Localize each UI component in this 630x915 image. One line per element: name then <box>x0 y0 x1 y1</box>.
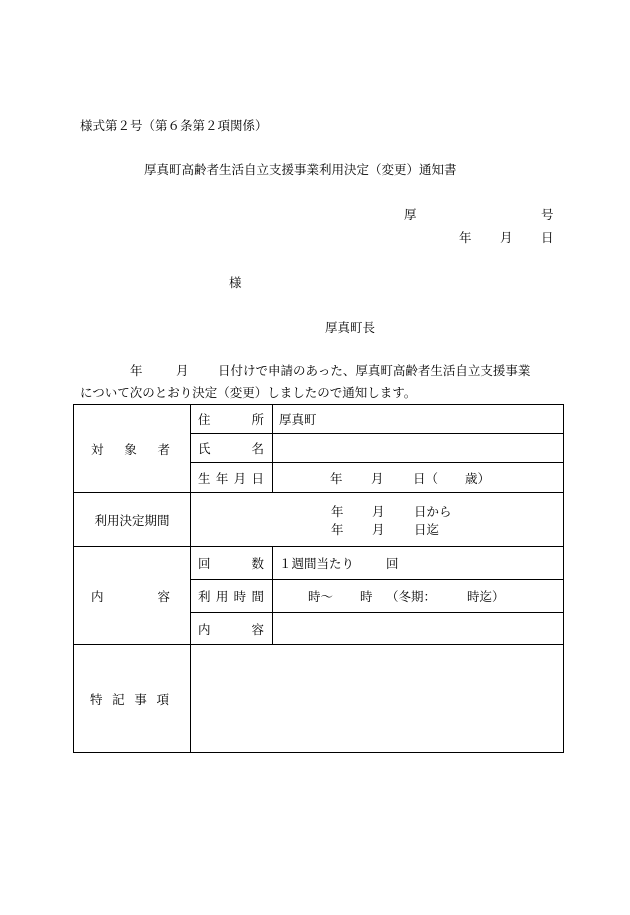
winter-end: 時迄） <box>467 589 505 604</box>
count-prefix: １週間当たり <box>279 556 355 571</box>
period-row <box>74 493 564 547</box>
time-from: 時～ <box>308 589 334 604</box>
usage-time-label: 利 用 時 間 <box>198 589 264 604</box>
birthdate-label-cell <box>191 463 273 493</box>
issue-date-year: 年 <box>459 230 472 245</box>
address-label: 住 所 <box>198 412 264 427</box>
detail-label: 内 容 <box>198 621 264 637</box>
usage-time-label-cell <box>191 580 273 613</box>
addressee-suffix: 様 <box>229 275 242 290</box>
winter-label: （冬期： <box>386 589 437 604</box>
time-to: 時 <box>360 589 373 604</box>
period-from-day: 日から <box>414 504 452 519</box>
birth-month-label: 月 <box>371 470 384 486</box>
decision-table <box>73 404 564 753</box>
period-label: 利用決定期間 <box>74 493 191 547</box>
birth-year-label: 年 <box>330 470 343 486</box>
period-to-day: 日迄 <box>414 522 440 537</box>
address-value[interactable]: 厚真町 <box>273 405 564 434</box>
remarks-label-cell <box>74 645 191 753</box>
count-row <box>74 547 564 580</box>
period-value-cell[interactable] <box>191 493 564 547</box>
application-month: 月 <box>176 363 189 378</box>
document-number-prefix: 厚 <box>404 207 417 222</box>
name-label-cell <box>191 434 273 463</box>
count-value-cell[interactable] <box>273 547 564 580</box>
birthdate-label: 生 年 月 日 <box>198 470 264 486</box>
issue-date-day: 日 <box>541 230 554 245</box>
age-label: 歳） <box>465 470 491 486</box>
application-year: 年 <box>130 363 143 378</box>
detail-value[interactable] <box>273 613 564 645</box>
content-label-cell <box>74 547 191 645</box>
document-number-suffix: 号 <box>541 207 554 222</box>
detail-label-cell <box>191 613 273 645</box>
remarks-row <box>74 645 564 753</box>
period-to-month: 月 <box>372 522 385 537</box>
remarks-label: 特 記 事 項 <box>90 691 169 707</box>
remarks-value[interactable] <box>191 645 564 753</box>
body-line-2: について次のとおり決定（変更）しましたので通知します。 <box>80 385 417 400</box>
birthdate-value-cell[interactable] <box>273 463 564 493</box>
document-title: 厚真町高齢者生活自立支援事業利用決定（変更）通知書 <box>144 162 457 177</box>
form-number: 様式第２号（第６条第２項関係） <box>80 118 268 133</box>
name-value[interactable] <box>273 434 564 463</box>
content-label: 内 容 <box>91 588 170 604</box>
address-label-cell <box>191 405 273 434</box>
issuer-name: 厚真町長 <box>325 320 376 335</box>
count-label: 回 数 <box>198 556 264 571</box>
issue-date-month: 月 <box>500 230 513 245</box>
count-unit: 回 <box>386 556 399 571</box>
period-from-month: 月 <box>372 504 385 519</box>
period-from-year: 年 <box>331 504 344 519</box>
address-row <box>74 405 564 434</box>
usage-time-value-cell[interactable] <box>273 580 564 613</box>
period-to-year: 年 <box>331 522 344 537</box>
subject-label: 対 象 者 <box>91 441 170 457</box>
count-label-cell <box>191 547 273 580</box>
application-text: 日付けで申請のあった、厚真町高齢者生活自立支援事業 <box>218 363 531 378</box>
birth-day-label: 日（ <box>413 470 439 486</box>
subject-label-cell <box>74 405 191 493</box>
name-label: 氏 名 <box>198 441 264 456</box>
